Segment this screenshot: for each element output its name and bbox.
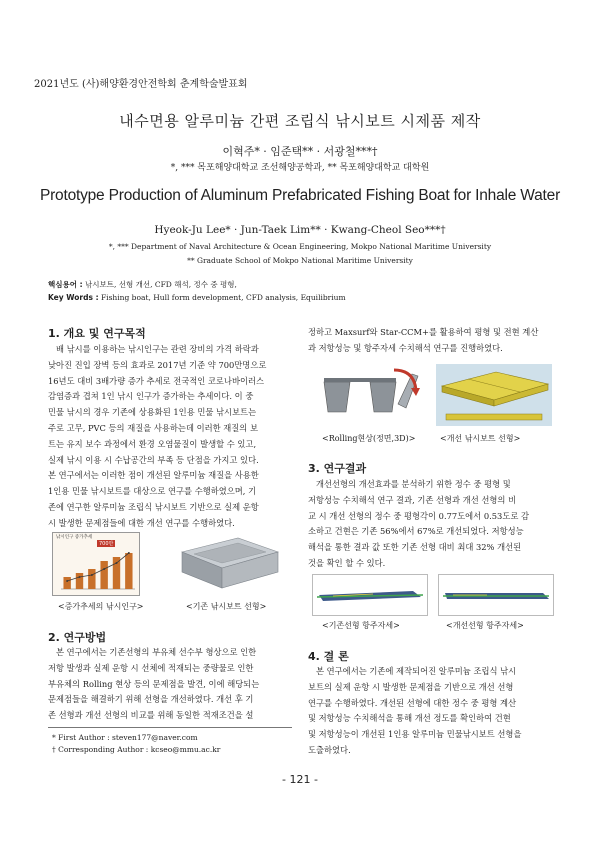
affiliation-korean: *, *** 목포해양대학교 조선해양공학과, ** 목포해양대학교 대학원 [170,163,430,173]
section-4-title: 4. 결 론 [308,650,349,663]
chart-bar [76,573,83,589]
figure-1-caption: <증가추세의 낚시인구> [58,602,144,611]
text-line: 저항 발생과 실제 운항 시 선체에 적재되는 중량물로 인한 [48,662,254,673]
authors-korean: 이혁주* · 임준택** · 서광철***† [222,145,378,158]
figure-2-caption: <기존 낚시보트 선형> [186,602,267,611]
figure-5-caption: <기존선형 항주자세> [322,621,400,630]
chart-point [91,574,93,576]
text-line: 시 발생한 문제점들에 대한 개선 연구를 수행하였다. [48,517,235,528]
figure-improved-hull-attitude [438,574,554,616]
text-line: 교 시 개선 선형의 정수 중 평형각이 0.77도에서 0.53도로 감 [308,510,529,521]
section-3-body [308,477,552,572]
text-line: 실제 낚시 이용 시 수납공간의 부족 등 단점을 가지고 있다. [48,454,259,465]
text-line: 본 연구에서는 기존에 제작되어진 알루미늄 조립식 낚시 [316,666,517,676]
text-line: 16년도 대비 3배가량 증가 추세로 전국적인 코로나바이러스 [48,375,265,386]
text-line: 소하고 건현은 기존 56%에서 67%로 개선되었다. 저항성능 [308,526,524,537]
keywords-english-value: Fishing boat, Hull form development, CFD analysis, Equilibrium [100,293,346,302]
text-line: 도출하였다. [308,744,351,755]
chart-bar [88,569,95,589]
chart-point [103,568,105,570]
footnote-divider [48,727,292,728]
text-line: 해석을 통한 결과 값 또한 기존 선형 대비 최대 32% 개선된 [308,542,522,553]
text-line: 낮아진 진입 장벽 등의 효과로 2017년 기준 약 700만명으로 [48,359,267,370]
text-line: 트는 유지 보수 과정에서 환경 오염물질이 발생할 수 있고, [48,438,257,449]
figure-3-caption: <Rolling현상(정면,3D)> [322,434,416,443]
figure-4-caption: <개선 낚시보트 선형> [440,434,521,443]
footnote-first-author: * First Author : steven177@naver.com [52,733,198,742]
text-line: 및 저항성능 수치해석을 통해 개선 정도를 확인하여 건현 [308,713,511,724]
text-line: 민물 낚시의 경우 기존에 상용화된 1인용 민물 낚시보트는 [48,407,257,418]
affiliation-english-2: ** Graduate School of Mokpo National Maritime University [187,256,413,265]
text-line: 존 선형과 개선 선형의 비교를 위해 동일한 적재조건을 설 [48,710,254,721]
chart-bar [113,557,120,589]
keywords-korean-value: 낚시보트, 선형 개선, CFD 해석, 정수 중 평형, [84,280,237,289]
existing-boat-hull-drawing [178,536,282,594]
chart-svg [53,533,139,595]
chart-point [128,552,130,554]
title-korean: 내수면용 알루미늄 간편 조립식 낚시보트 시제품 제작 [119,112,481,130]
chart-point [79,576,81,578]
improved-hull-attitude-drawing [439,575,553,615]
chart-title: 낚시인구 증가추세 [56,535,93,540]
conference-header: 2021년도 (사)해양환경안전학회 춘계학술발표회 [34,79,248,90]
rolling-drawing [318,364,422,426]
chart-bar [125,553,132,589]
keywords-english [48,293,346,302]
section-2-continued [308,325,552,357]
keywords-korean-label: 핵심용어 : [48,280,83,289]
figure-rolling [318,364,422,426]
text-line: 과 저항성능 및 항주자세 수치해석 연구를 진행하였다. [308,342,503,353]
footnote-corresponding-author: † Corresponding Author : kcseo@mmu.ac.kr [52,745,221,754]
page-number: - 121 - [282,773,318,786]
text-line: 배 낚시를 이용하는 낚시인구는 관련 장비의 가격 하락과 [56,344,259,354]
text-line: 본 연구에서는 이러한 점이 개선된 알루미늄 재질을 사용한 [48,470,259,481]
text-line: 문제점들을 해결하기 위해 선형을 개선하였다. 개선 후 기 [48,694,254,705]
figure-existing-hull-attitude [312,574,428,616]
section-3-title: 3. 연구결과 [308,462,367,475]
text-line: 1인용 민물 낚시보트를 대상으로 연구를 수행하였으며, 기 [48,486,257,497]
keywords-korean [48,279,237,290]
text-line: 주로 고무, PVC 등의 재질을 사용하는데 이러한 재질의 보 [48,422,258,433]
chart-bar [63,577,70,589]
text-line: 연구를 수행하였다. 개선된 선형에 대한 정수 중 평형 계산 [308,697,517,708]
authors-english: Hyeok-Ju Lee* · Jun-Taek Lim** · Kwang-Cheol Seo***† [154,224,446,236]
figure-existing-boat-hull [178,536,282,594]
existing-hull-attitude-drawing [313,575,427,615]
text-line: 본 연구에서는 기존선형의 부유체 선수부 형상으로 인한 [56,647,257,657]
text-line: 보트의 실제 운항 시 발생한 문제점을 기반으로 개선 선형 [308,681,514,692]
text-line: 개선선형의 개선효과를 분석하기 위한 정수 중 평형 및 [316,479,511,489]
text-line: 부유체의 Rolling 현상 등의 문제점을 발견, 이에 해당되는 [48,678,260,689]
chart-bar [100,561,107,589]
text-line: 존에 연구한 알루미늄 조립식 낚시보트 기반으로 실제 운항 [48,501,259,512]
figure-6-caption: <개선선형 항주자세> [446,621,524,630]
improved-boat-hull-drawing [436,364,552,426]
title-english: Prototype Production of Aluminum Prefabricated Fishing Boat for Inhale Water [39,187,561,204]
affiliation-english-1: *, *** Department of Naval Architecture & Ocean Engineering, Mokpo National Maritime University [108,242,492,251]
section-4-body [308,664,552,759]
keywords-english-label: Key Words : [48,293,99,302]
text-line: 및 저항성능이 개선된 1인용 알루미늄 민물낚시보트 선형을 [308,729,522,740]
section-2-title: 2. 연구방법 [48,631,107,644]
text-line: 감염증과 겹쳐 1인 낚시 인구가 증가하는 추세이다. 이 중 [48,391,254,402]
section-1-body [48,342,292,532]
section-2-body [48,645,292,724]
text-line: 정하고 Maxsurf와 Star-CCM+를 활용하여 평형 및 전현 계산 [308,327,539,337]
figure-fishing-population-chart [52,532,140,596]
figure-improved-boat-hull [436,364,552,426]
chart-badge: 700만 [99,541,114,547]
text-line: 것을 확인 할 수 있다. [308,557,386,568]
text-line: 저항성능 수치해석 연구 결과, 기존 선형과 개선 선형의 비 [308,494,517,505]
chart-point [116,562,118,564]
section-1-title: 1. 개요 및 연구목적 [48,327,146,340]
chart-point [66,580,68,582]
